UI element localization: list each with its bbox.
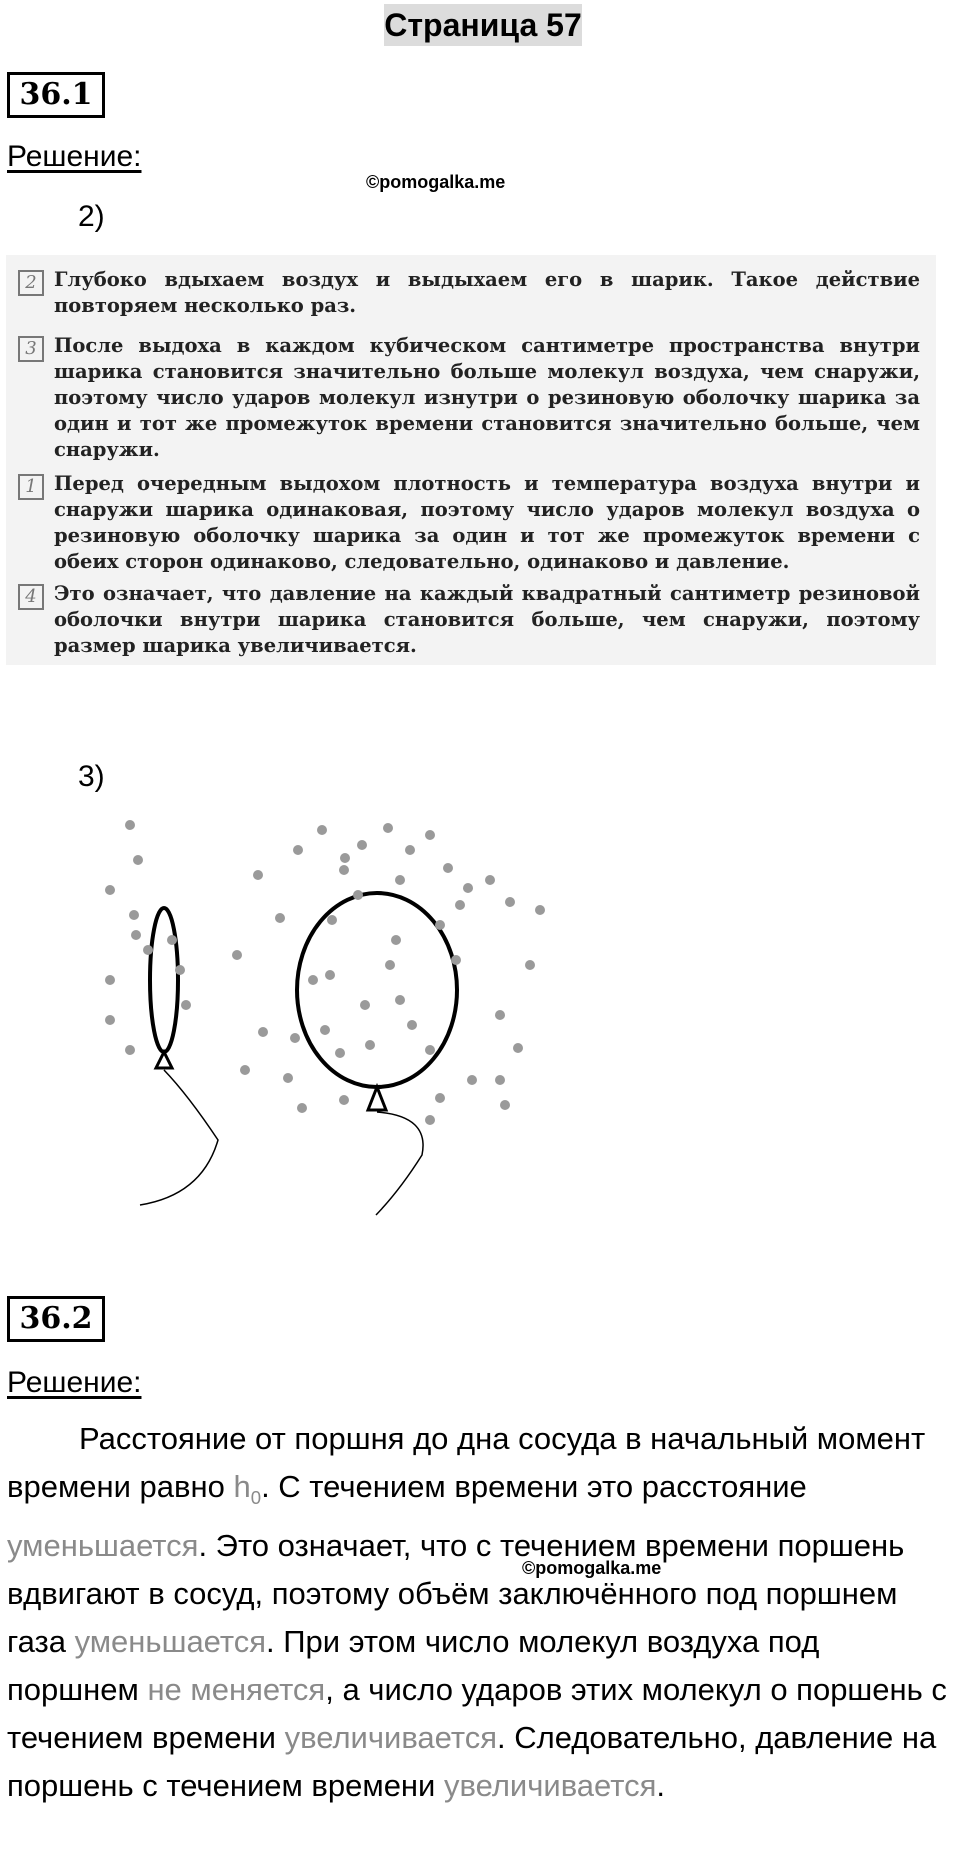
molecule-dot [505,897,515,907]
molecule-dot [357,840,367,850]
molecule-dot [495,1010,505,1020]
item-number-box: 4 [18,584,44,610]
molecule-dot [125,820,135,830]
item-number-box: 2 [18,270,44,296]
molecule-dot [495,1075,505,1085]
molecule-dot [131,930,141,940]
molecule-dot [391,935,401,945]
highlighted-answer: увеличивается [443,1768,657,1804]
solution-paragraph [7,1415,952,1810]
molecule-dot [232,950,242,960]
molecule-dot [467,1075,477,1085]
molecule-dot [290,1033,300,1043]
paragraph-text: Расстояние от поршня до дна сосуда в начальный момент времени равно [7,1421,926,1504]
molecule-dot [455,900,465,910]
molecule-dot [425,1045,435,1055]
list-item [18,333,920,463]
solution-label-1: Решение: [7,140,142,173]
molecule-dot [407,1020,417,1030]
molecule-dot [535,905,545,915]
molecule-dot [167,935,177,945]
highlighted-answer: не меняется [147,1672,326,1708]
balloons-figure [100,820,560,1220]
molecule-dot [425,830,435,840]
molecule-dot [513,1043,523,1053]
scanned-textbook-fragment [6,255,936,665]
molecule-dot [258,1027,268,1037]
molecule-dot [335,1048,345,1058]
molecule-dot [435,1093,445,1103]
task-number-36-2: 36.2 [7,1296,105,1342]
molecule-dot [327,915,337,925]
molecule-dot [340,853,350,863]
item-text: Перед очередным выдохом плотность и температура воздуха внутри и снаружи шарика одинаковая, поэтому число ударов молекул воздуха о резиновую оболочку шарика за один и тот же промежуток времени с обеих сторон одинаково, следовательно, одинаково и давление. [54,472,920,573]
molecule-dot [105,885,115,895]
list-item [18,581,920,659]
molecule-dot [339,865,349,875]
molecule-dot [443,863,453,873]
molecule-dot [293,845,303,855]
highlighted-answer: уменьшается [74,1624,267,1660]
paragraph-text: . [656,1768,666,1804]
molecule-dot [360,1000,370,1010]
molecule-dot [175,965,185,975]
molecule-dot [353,890,363,900]
paragraph-text: , а число ударов этих молекул о поршень с течением времени [7,1672,947,1756]
item-number-box: 1 [18,474,44,500]
molecule-dot [129,910,139,920]
molecule-dot [325,970,335,980]
molecule-dot [395,875,405,885]
solution-label-2: Решение: [7,1366,142,1399]
task-number-36-1: 36.1 [7,72,105,118]
item-text: После выдоха в каждом кубическом сантиметре пространства внутри шарика становится значительно больше молекул воздуха, чем снаружи, поэтому число ударов молекул изнутри о резиновую оболочку шарика за один и тот же промежуток времени становится значительно больше, чем снаружи. [54,334,920,461]
paragraph-text: . Это означает, что с течением времени поршень вдвигают в сосуд, поэтому объём заключённого под поршнем газа [7,1528,905,1660]
molecule-dot [463,883,473,893]
molecule-dot [125,1045,135,1055]
molecule-dot [365,1040,375,1050]
molecule-dot [133,855,143,865]
molecule-dot [143,945,153,955]
molecule-dot [385,960,395,970]
molecule-dot [485,875,495,885]
molecule-dot [405,845,415,855]
molecule-dot [105,1015,115,1025]
molecule-dot [320,1025,330,1035]
molecule-dot [500,1100,510,1110]
molecule-dot [105,975,115,985]
paragraph-text: . С течением времени это расстояние [261,1469,807,1504]
molecule-dot [308,975,318,985]
highlighted-answer: увеличивается [284,1720,498,1756]
molecule-dot [339,1095,349,1105]
molecule-dot [317,825,327,835]
paragraph-text: . Следовательно, давление на поршень с течением времени [7,1720,937,1804]
list-item [18,267,920,319]
molecule-dot [525,960,535,970]
part-2-label: 2) [78,200,105,233]
molecule-dot [283,1073,293,1083]
molecule-dot [425,1115,435,1125]
molecule-dot [253,870,263,880]
item-number-box: 3 [18,336,44,362]
paragraph-text: . При этом число молекул воздуха под поршнем [7,1624,820,1708]
highlighted-answer: уменьшается [7,1528,199,1564]
item-text: Это означает, что давление на каждый квадратный сантиметр резиновой оболочки внутри шарика становится больше, чем снаружи, поэтому размер шарика увеличивается. [54,582,920,657]
watermark-top: ©pomogalka.me [366,172,506,192]
molecule-dot [297,1103,307,1113]
molecule-dot [275,913,285,923]
molecule-dot [451,955,461,965]
list-item [18,471,920,575]
molecule-dot [240,1065,250,1075]
air-molecule-dots [105,820,545,1125]
molecule-dot [181,1000,191,1010]
item-text: Глубоко вдыхаем воздух и выдыхаем его в шарик. Такое действие повторяем несколько раз. [54,268,920,317]
molecule-dot [435,920,445,930]
watermark-bottom: ©pomogalka.me [522,1558,662,1578]
molecule-dot [395,995,405,1005]
page-title: Страница 57 [384,4,582,46]
molecule-dot [383,823,393,833]
highlighted-answer: h [233,1469,251,1504]
part-3-label: 3) [78,760,105,793]
highlighted-answer: 0 [250,1487,262,1509]
